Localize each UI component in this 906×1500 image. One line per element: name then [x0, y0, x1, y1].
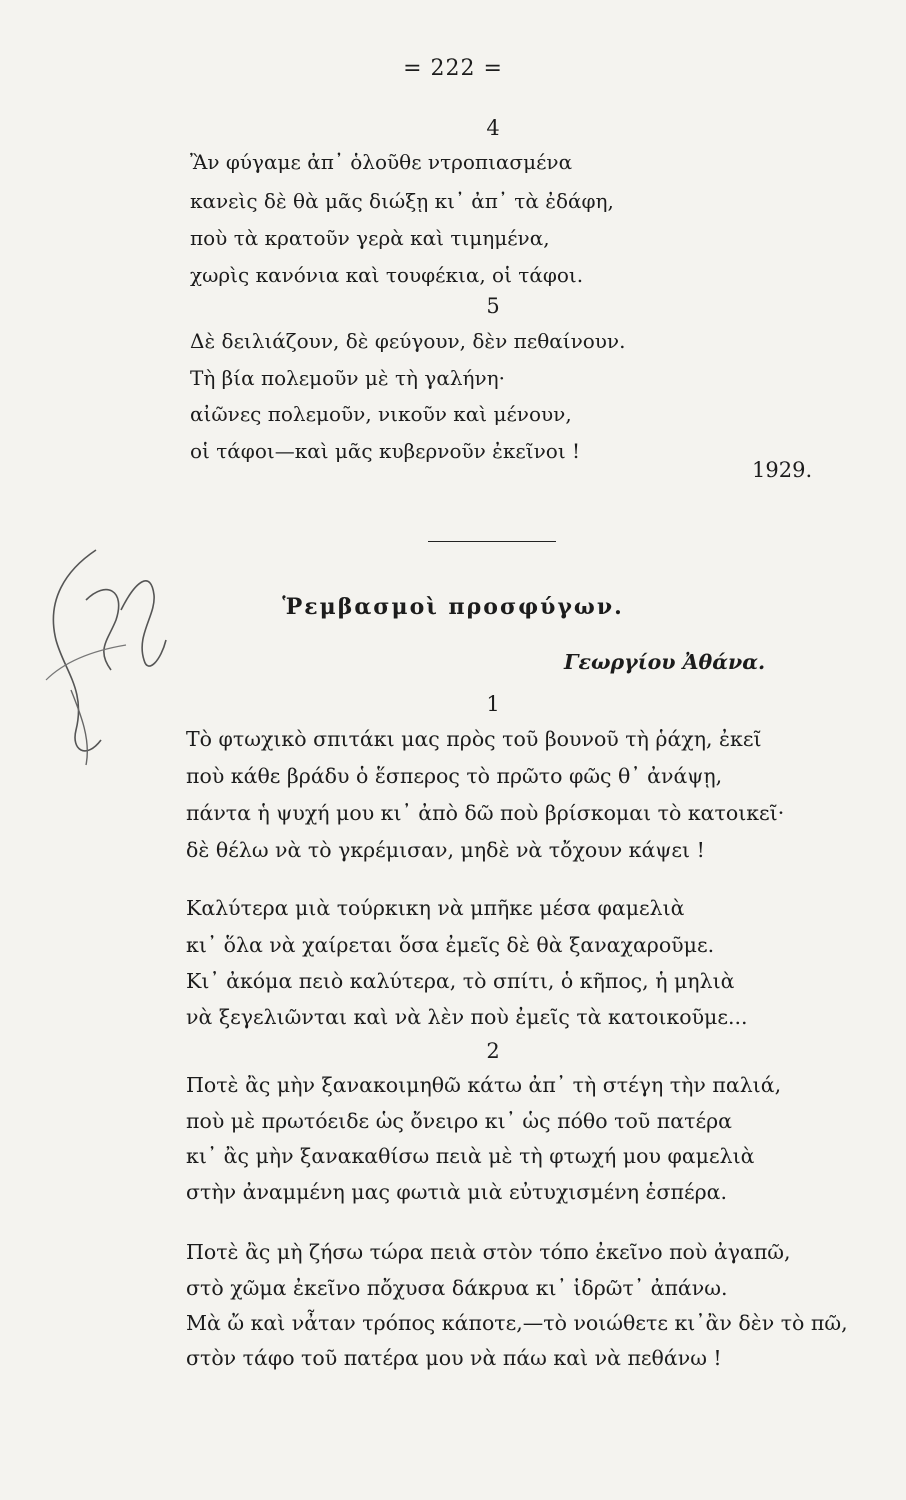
verse-line: Καλύτερα μιὰ τούρκικη νὰ μπῆκε μέσα φαμελιὰ: [186, 896, 685, 920]
section-divider: [428, 541, 556, 542]
verse-line: κανεὶς δὲ θὰ μᾶς διώξῃ κι᾿ ἀπ᾿ τὰ ἐδάφη,: [190, 189, 614, 213]
verse-line: Κι᾿ ἀκόμα πειὸ καλύτερα, τὸ σπίτι, ὁ κῆπος, ἡ μηλιὰ: [186, 969, 735, 993]
section-number: 2: [486, 1039, 500, 1063]
verse-line: Μὰ ὤ καὶ νἆταν τρόπος κάποτε,—τὸ νοιώθετε κι᾿ἂν δὲν τὸ πῶ,: [186, 1311, 848, 1335]
stanza-number: 4: [486, 116, 500, 140]
stanza-number: 5: [486, 294, 500, 318]
verse-line: στὸ χῶμα ἐκεῖνο πὄχυσα δάκρυα κι᾿ ἱδρῶτ᾿ ἀπάνω.: [186, 1276, 728, 1300]
poem-title: Ῥεμβασμοὶ προσφύγων.: [282, 594, 624, 620]
verse-line: Τὴ βία πολεμοῦν μὲ τὴ γαλήνη·: [190, 366, 505, 390]
verse-line: κι᾿ ὅλα νὰ χαίρεται ὅσα ἐμεῖς δὲ θὰ ξαναχαροῦμε.: [186, 933, 715, 957]
verse-line: πάντα ἡ ψυχή μου κι᾿ ἀπὸ δῶ ποὺ βρίσκομαι τὸ κατοικεῖ·: [186, 801, 785, 825]
verse-line: Ἂν φύγαμε ἀπ᾿ ὁλοῦθε ντροπιασμένα: [190, 150, 573, 174]
verse-line: Δὲ δειλιάζουν, δὲ φεύγουν, δὲν πεθαίνουν.: [190, 329, 626, 353]
verse-line: Ποτὲ ἂς μὴν ξανακοιμηθῶ κάτω ἀπ᾿ τὴ στέγη τὴν παλιά,: [186, 1073, 782, 1097]
verse-line: ποὺ τὰ κρατοῦν γερὰ καὶ τιμημένα,: [190, 226, 550, 250]
verse-line: δὲ θέλω νὰ τὸ γκρέμισαν, μηδὲ νὰ τὄχουν κάψει !: [186, 838, 705, 862]
verse-line: Ποτὲ ἂς μὴ ζήσω τώρα πειὰ στὸν τόπο ἐκεῖνο ποὺ ἀγαπῶ,: [186, 1240, 791, 1264]
verse-line: χωρὶς κανόνια καὶ τουφέκια, οἱ τάφοι.: [190, 263, 584, 287]
verse-line: ποὺ μὲ πρωτόειδε ὡς ὄνειρο κι᾿ ὡς πόθο τοῦ πατέρα: [186, 1109, 732, 1133]
poem-author: Γεωργίου Ἀθάνα.: [564, 650, 766, 674]
verse-line: αἰῶνες πολεμοῦν, νικοῦν καὶ μένουν,: [190, 402, 572, 426]
section-number: 1: [486, 692, 500, 716]
verse-line: στὸν τάφο τοῦ πατέρα μου νὰ πάω καὶ νὰ πεθάνω !: [186, 1346, 722, 1370]
verse-line: στὴν ἀναμμένη μας φωτιὰ μιὰ εὐτυχισμένη ἑσπέρα.: [186, 1180, 728, 1204]
poem-year: 1929.: [752, 458, 813, 482]
page-number: = 222 =: [403, 56, 503, 81]
verse-line: οἱ τάφοι—καὶ μᾶς κυβερνοῦν ἐκεῖνοι !: [190, 439, 581, 463]
verse-line: κι᾿ ἂς μὴν ξανακαθίσω πειὰ μὲ τὴ φτωχή μου φαμελιὰ: [186, 1144, 755, 1168]
handwritten-signature: [26, 540, 176, 770]
verse-line: ποὺ κάθε βράδυ ὁ ἕσπερος τὸ πρῶτο φῶς θ᾿ ἀνάψῃ,: [186, 764, 723, 788]
verse-line: Τὸ φτωχικὸ σπιτάκι μας πρὸς τοῦ βουνοῦ τὴ ῥάχη, ἐκεῖ: [186, 727, 762, 751]
verse-line: νὰ ξεγελιῶνται καὶ νὰ λὲν ποὺ ἐμεῖς τὰ κατοικοῦμε...: [186, 1005, 748, 1029]
